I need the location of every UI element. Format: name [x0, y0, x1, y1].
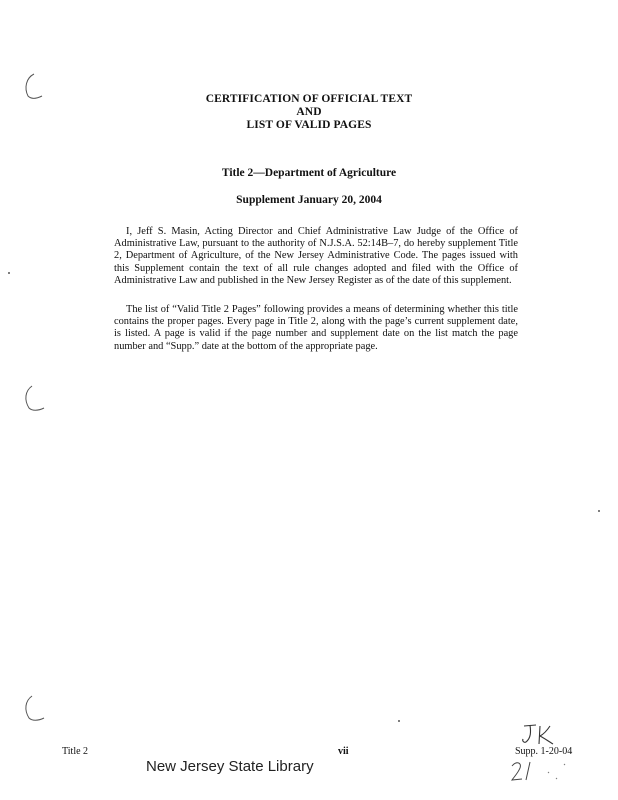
title-heading: Title 2—Department of Agriculture — [221, 167, 397, 179]
handwritten-note — [508, 758, 578, 784]
binder-hole-mark-bottom — [20, 694, 46, 724]
heading-line-1: CERTIFICATION OF OFFICIAL TEXT — [205, 93, 413, 105]
scan-speck — [398, 720, 400, 722]
valid-pages-paragraph: The list of “Valid Title 2 Pages” following provides a means of determining whether this title contains the proper pages. Every page in Title 2, along with the page’s current supplement date, is listed. A page is valid if the page number and supplement date on the list match the page number and “Supp.” date at the bottom of the appropriate page. — [114, 304, 518, 352]
footer-title: Title 2 — [62, 746, 89, 757]
supplement-heading: Supplement January 20, 2004 — [236, 194, 382, 206]
footer-supplement-date: Supp. 1-20-04 — [515, 746, 573, 757]
heading-line-2: AND — [296, 106, 322, 118]
handwritten-initials — [520, 722, 564, 748]
binder-hole-mark-middle — [20, 384, 46, 414]
footer-page-number: vii — [338, 746, 349, 757]
scan-speck — [8, 272, 10, 274]
certification-heading — [0, 93, 618, 132]
scan-speck — [598, 510, 600, 512]
heading-line-3: LIST OF VALID PAGES — [246, 119, 372, 131]
library-watermark: New Jersey State Library — [146, 758, 314, 775]
certification-paragraph: I, Jeff S. Masin, Acting Director and Chief Administrative Law Judge of the Office of Administrative Law, pursuant to the authority of N.J.S.A. 52:14B–7, do hereby supplement Title 2, Department of Agriculture, of the New Jersey Administrative Code. The pages issued with this Supplement contain the text of all rule changes adopted and filed with the Office of Administrative Law and published in the New Jersey Register as of the date of this supplement. — [114, 226, 518, 286]
